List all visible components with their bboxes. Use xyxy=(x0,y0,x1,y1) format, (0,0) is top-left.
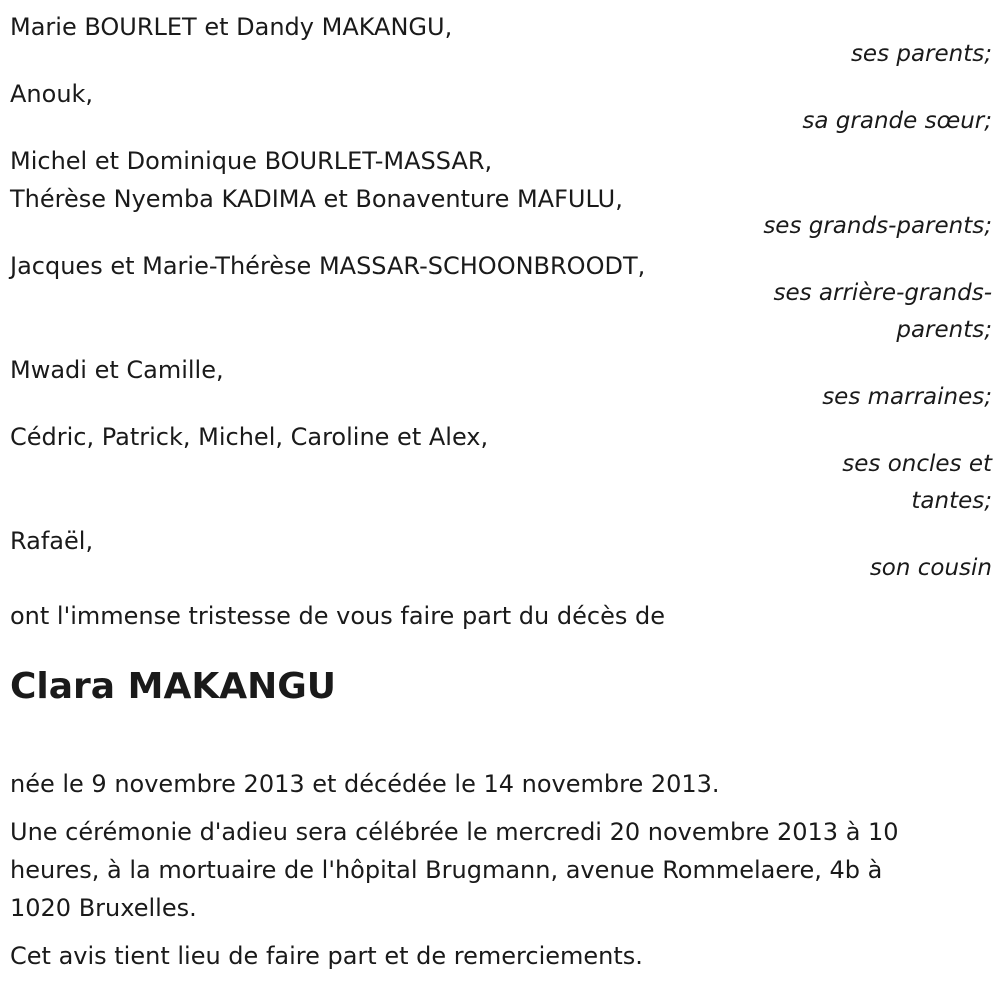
family-names: Cédric, Patrick, Michel, Caroline et Alex, xyxy=(10,423,489,451)
family-role-line: ses oncles et xyxy=(842,451,992,477)
family-names: Mwadi et Camille, xyxy=(10,356,224,384)
family-names: Anouk, xyxy=(10,80,94,108)
family-group-great-grandparents xyxy=(10,247,992,349)
ceremony-line: Une cérémonie d'adieu sera célébrée le mercredi 20 novembre 2013 à 10 xyxy=(10,818,899,846)
family-group-cousin xyxy=(10,522,992,587)
obituary-notice xyxy=(10,8,992,985)
ceremony-line: 1020 Bruxelles. xyxy=(10,894,197,922)
family-role-line: parents; xyxy=(896,317,992,343)
family-role: ses marraines; xyxy=(822,384,992,410)
family-role-line: ses arrière-grands- xyxy=(773,280,992,306)
family-role: sa grande sœur; xyxy=(802,108,992,134)
family-group-uncles-aunts xyxy=(10,418,992,520)
ceremony-details xyxy=(10,813,992,927)
ceremony-line: heures, à la mortuaire de l'hôpital Brugmann, avenue Rommelaere, 4b à xyxy=(10,856,883,884)
closing-note: Cet avis tient lieu de faire part et de remerciements. xyxy=(10,942,643,970)
family-group-sister xyxy=(10,75,992,140)
family-names: Marie BOURLET et Dandy MAKANGU, xyxy=(10,13,453,41)
family-group-parents xyxy=(10,8,992,73)
family-role-line: tantes; xyxy=(911,488,992,514)
family-names: Jacques et Marie-Thérèse MASSAR-SCHOONBROODT, xyxy=(10,252,646,280)
family-group-godmothers xyxy=(10,351,992,416)
family-role xyxy=(10,446,992,520)
family-role: son cousin xyxy=(869,555,992,581)
birth-death-dates: née le 9 novembre 2013 et décédée le 14 novembre 2013. xyxy=(10,770,720,798)
family-role: ses grands-parents; xyxy=(763,213,992,239)
deceased-name: Clara MAKANGU xyxy=(10,666,336,707)
family-role xyxy=(10,275,992,349)
family-group-grandparents xyxy=(10,142,992,245)
family-role: ses parents; xyxy=(850,41,992,67)
family-names: Michel et Dominique BOURLET-MASSAR, xyxy=(10,147,493,175)
announcement-text: ont l'immense tristesse de vous faire part du décès de xyxy=(10,602,665,630)
family-names: Rafaël, xyxy=(10,527,94,555)
family-names: Thérèse Nyemba KADIMA et Bonaventure MAFULU, xyxy=(10,185,623,213)
